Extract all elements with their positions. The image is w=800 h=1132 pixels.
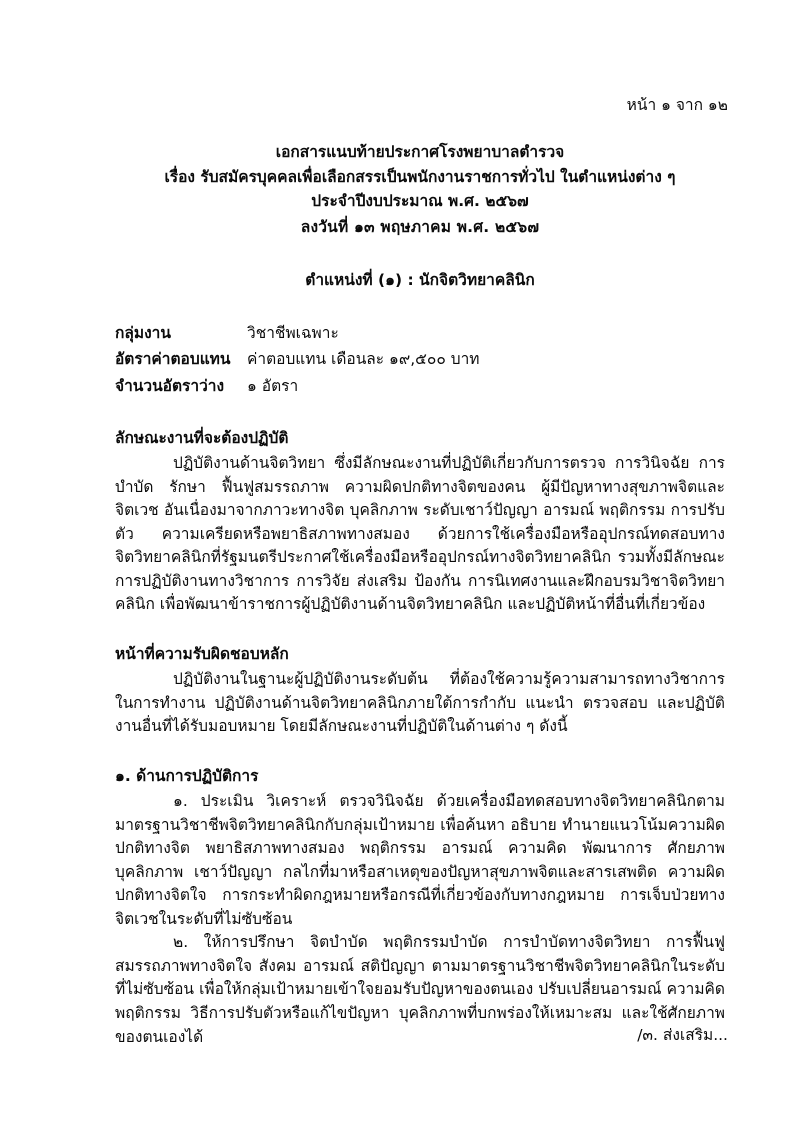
info-label-work-group: กลุ่มงาน — [115, 324, 171, 343]
paragraph-operational-duty-2: ๒. ให้การปรึกษา จิตบำบัด พฤติกรรมบำบัด การบำบัดทางจิตวิทยา การฟื้นฟูสมรรถภาพทางจิตใจ สังคม อารมณ์ สติปัญญา ตามมาตรฐานวิชาชีพจิตวิทยาคลินิกในระดับที่ไม่ซับซ้อน เพื่อให้กลุ่มเป้าหมายเข้าใจยอมรับปัญหาของตนเอง ปรับเปลี่ยนอารมณ์ ความคิด พฤติกรรม วิธีการปรับตัวหรือแก้ไขปัญหา บุคลิกภาพที่บกพร่องให้เหมาะสม และใช้ศักยภาพของตนเองได้ — [115, 933, 725, 1046]
paragraph-operational-duty-1: ๑. ประเมิน วิเคราะห์ ตรวจวินิจฉัย ด้วยเครื่องมือทดสอบทางจิตวิทยาคลินิกตามมาตรฐานวิชาชีพจิตวิทยาคลินิกกับกลุ่มเป้าหมาย เพื่อค้นหา อธิบาย ทำนายแนวโน้มความผิดปกติทางจิต พยาธิสภาพทางสมอง พฤติกรรม อารมณ์ ความคิด พัฒนาการ ศักยภาพ บุคลิกภาพ เชาว์ปัญญา กลไกที่มาหรือสาเหตุของปัญหาสุขภาพจิตและสารเสพติด ความผิดปกติทางจิตใจ การกระทำผิดกฎหมายหรือกรณีที่เกี่ยวข้องกับทางกฎหมาย การเจ็บป่วยทางจิตเวชในระดับที่ไม่ซับซ้อน — [115, 792, 725, 928]
info-value-work-group: วิชาชีพเฉพาะ — [247, 324, 339, 343]
paragraph-job-description: ปฏิบัติงานด้านจิตวิทยา ซึ่งมีลักษณะงานที่ปฏิบัติเกี่ยวกับการตรวจ การวินิจฉัย การบำบัด รักษา ฟื้นฟูสมรรถภาพ ความผิดปกติทางจิตของคน ผู้มีปัญหาทางสุขภาพจิตและจิตเวช อันเนื่องมาจากภาวะทางจิต บุคลิกภาพ ระดับเชาว์ปัญญา อารมณ์ พฤติกรรม การปรับตัว ความเครียดหรือพยาธิสภาพทางสมอง ด้วยการใช้เครื่องมือหรืออุปกรณ์ทดสอบทางจิตวิทยาคลินิกที่รัฐมนตรีประกาศใช้เครื่องมือหรืออุปกรณ์ทางจิตวิทยาคลินิก รวมทั้งมีลักษณะการปฏิบัติงานทางวิชาการ การวิจัย ส่งเสริม ป้องกัน การนิเทศงานและฝึกอบรมวิชาจิตวิทยาคลินิก เพื่อพัฒนาข้าราชการผู้ปฏิบัติงานด้านจิตวิทยาคลินิก และปฏิบัติหน้าที่อื่นที่เกี่ยวข้อง — [115, 454, 725, 614]
section-operational-duties — [115, 765, 725, 1049]
title-line-1: เอกสารแนบท้ายประกาศโรงพยาบาลตำรวจ — [275, 143, 565, 161]
position-heading: ตำแหน่งที่ (๑) : นักจิตวิทยาคลินิก — [305, 271, 535, 290]
section-heading-job-description: ลักษณะงานที่จะต้องปฏิบัติ — [115, 428, 289, 447]
info-value-compensation: ค่าตอบแทน เดือนละ ๑๙,๕๐๐ บาท — [247, 350, 480, 369]
page-number-header: หน้า ๑ จาก ๑๒ — [626, 96, 728, 114]
info-label-compensation: อัตราค่าตอบแทน — [115, 350, 231, 369]
table-row — [115, 322, 725, 348]
section-main-responsibilities — [115, 643, 725, 739]
section-heading-operational-duties: ๑. ด้านการปฏิบัติการ — [115, 766, 259, 785]
info-value-vacancies: ๑ อัตรา — [247, 376, 299, 395]
section-heading-main-responsibilities: หน้าที่ความรับผิดชอบหลัก — [115, 644, 289, 663]
document-body — [115, 140, 725, 1049]
position-info-table — [115, 322, 725, 401]
document-title-block — [115, 140, 725, 239]
title-line-4-date: ลงวันที่ ๑๓ พฤษภาคม พ.ศ. ๒๕๖๗ — [300, 218, 540, 237]
section-job-description — [115, 427, 725, 617]
table-row — [115, 375, 725, 401]
title-line-2: เรื่อง รับสมัครบุคคลเพื่อเลือกสรรเป็นพนักงานราชการทั่วไป ในตำแหน่งต่าง ๆ — [164, 168, 676, 187]
table-row — [115, 348, 725, 374]
title-line-3: ประจำปีงบประมาณ พ.ศ. ๒๕๖๗ — [311, 192, 529, 211]
paragraph-main-responsibilities: ปฏิบัติงานในฐานะผู้ปฏิบัติงานระดับต้น ที่ต้องใช้ความรู้ความสามารถทางวิชาการในการทำงาน ปฏิบัติงานด้านจิตวิทยาคลินิกภายใต้การกำกับ แนะนำ ตรวจสอบ และปฏิบัติงานอื่นที่ได้รับมอบหมาย โดยมีลักษณะงานที่ปฏิบัติในด้านต่าง ๆ ดังนี้ — [115, 670, 725, 736]
info-label-vacancies: จำนวนอัตราว่าง — [115, 376, 225, 395]
footer-catchword: /๓. ส่งเสริม... — [637, 1026, 728, 1044]
